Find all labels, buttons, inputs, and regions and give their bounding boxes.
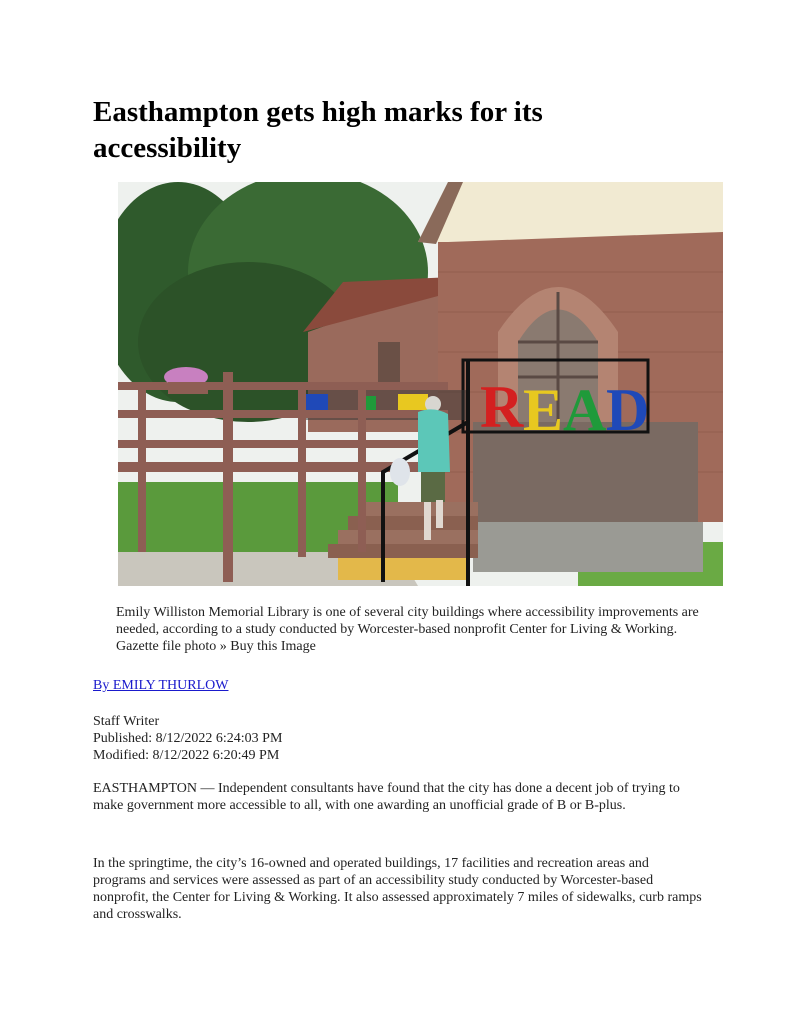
published-timestamp: Published: 8/12/2022 6:24:03 PM (93, 731, 283, 746)
library-photo-illustration (118, 182, 723, 586)
author-byline-link[interactable]: By EMILY THURLOW (93, 678, 229, 693)
article-paragraph: EASTHAMPTON — Independent consultants have found that the city has done a decent job of trying to make government more accessible to all, with one awarding an unofficial grade of B or B-plus. (93, 781, 680, 813)
svg-text:E: E (523, 377, 564, 443)
article-headline: Easthampton gets high marks for its accessibility (93, 96, 543, 164)
article-paragraph: In the springtime, the city’s 16-owned and operated buildings, 17 facilities and recreation areas and programs and services were assessed as part of an accessibility study conducted by Worcester-based nonprofit, the Center for Living & Working. It also assessed approximately 7 miles of sidewalks, curb ramps and crosswalks. (93, 856, 702, 922)
author-role: Staff Writer (93, 714, 160, 729)
svg-text:D: D (606, 377, 650, 443)
article-meta (93, 713, 282, 764)
svg-text:R: R (480, 374, 524, 440)
photo-caption: Emily Williston Memorial Library is one of several city buildings where accessibility improvements are needed, according to a study conducted by Worcester-based nonprofit Center for Living & Working. Gazette file photo » Buy this Image (116, 605, 699, 654)
svg-text:A: A (563, 377, 607, 443)
modified-timestamp: Modified: 8/12/2022 6:20:49 PM (93, 748, 280, 763)
article-photo[interactable] (118, 182, 723, 586)
